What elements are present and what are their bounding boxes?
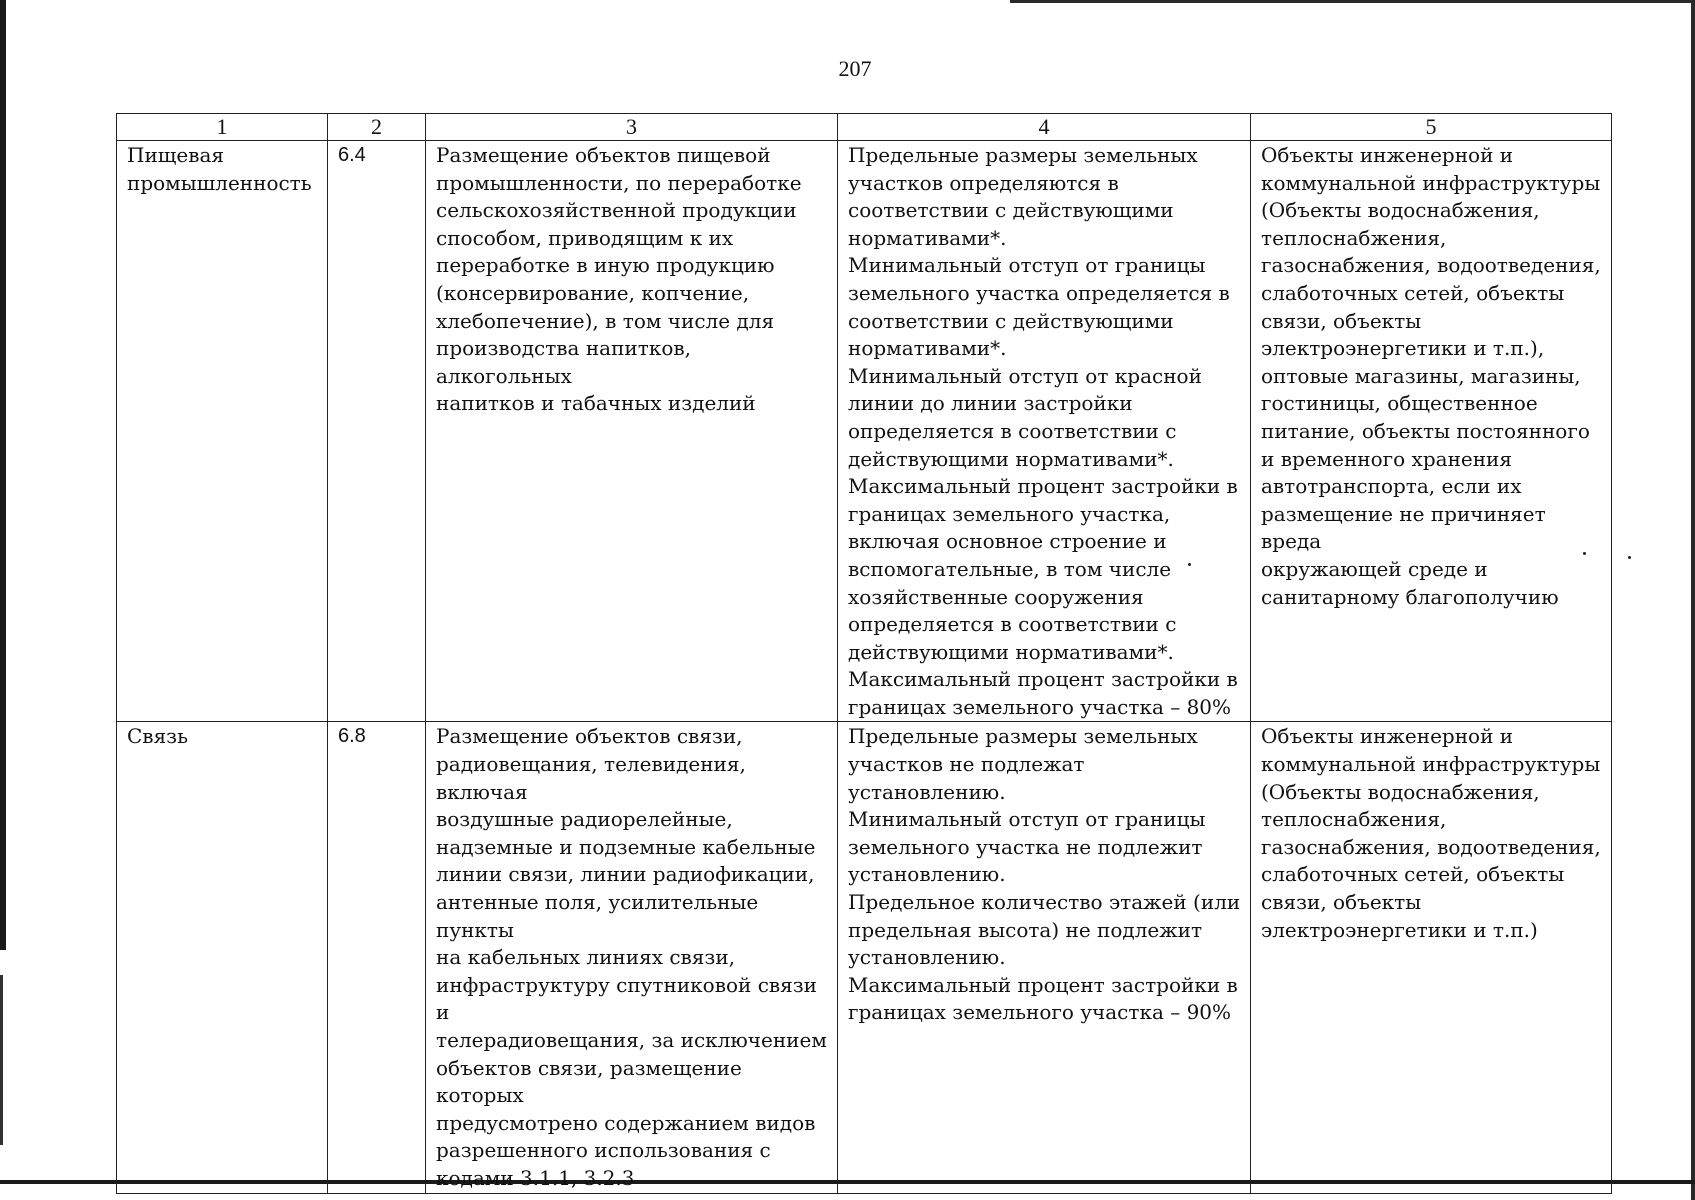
scan-edge-left xyxy=(0,0,6,950)
building-parameters: Предельные размеры земельных участков не подлежат установлению. Минимальный отступ от границы земельного участка не подлежит установлению. Предельное количество этажей (или предельная высота) не подлежит установлению. Максимальный процент застройки в границах земельного участка – 90% xyxy=(838,722,1251,1193)
use-type-code: 6.8 xyxy=(328,722,426,1193)
scan-edge-right xyxy=(1691,0,1695,1200)
table-row xyxy=(117,722,1612,1193)
table-header-row xyxy=(117,114,1612,141)
use-type-name: Пищевая промышленность xyxy=(117,141,328,722)
header-col-2: 2 xyxy=(328,114,426,141)
scan-speck xyxy=(1628,556,1631,559)
auxiliary-uses: Объекты инженерной и коммунальной инфраструктуры (Объекты водоснабжения, теплоснабжения, газоснабжения, водоотведения, слаботочных сетей, объекты связи, объекты электроэнергетики и т.п.) xyxy=(1251,722,1612,1193)
use-type-description: Размещение объектов пищевой промышленности, по переработке сельскохозяйственной продукции способом, приводящим к их переработке в иную продукцию (консервирование, копчение, хлебопечение), в том числе для производства напитков, алкогольных напитков и табачных изделий xyxy=(426,141,838,722)
use-type-code: 6.4 xyxy=(328,141,426,722)
scan-edge-top xyxy=(1010,0,1695,3)
scan-edge-left-lower xyxy=(0,975,3,1145)
use-type-name: Связь xyxy=(117,722,328,1193)
auxiliary-uses: Объекты инженерной и коммунальной инфраструктуры (Объекты водоснабжения, теплоснабжения, газоснабжения, водоотведения, слаботочных сетей, объекты связи, объекты электроэнергетики и т.п.), оптовые магазины, магазины, гостиницы, общественное питание, объекты постоянного и временного хранения автотранспорта, если их размещение не причиняет вреда окружающей среде и санитарному благополучию xyxy=(1251,141,1612,722)
header-col-1: 1 xyxy=(117,114,328,141)
page-number: 207 xyxy=(838,56,872,81)
zoning-table xyxy=(116,113,1612,1194)
header-col-3: 3 xyxy=(426,114,838,141)
table-row xyxy=(117,141,1612,722)
use-type-description: Размещение объектов связи, радиовещания, телевидения, включая воздушные радиорелейные, надземные и подземные кабельные линии связи, линии радиофикации, антенные поля, усилительные пункты на кабельных линиях связи, инфраструктуру спутниковой связи и телерадиовещания, за исключением объектов связи, размещение которых предусмотрено содержанием видов разрешенного использования с кодами 3.1.1, 3.2.3 xyxy=(426,722,838,1193)
building-parameters: Предельные размеры земельных участков определяются в соответствии с действующими нормативами*. Минимальный отступ от границы земельного участка определяется в соответствии с действующими нормативами*. Минимальный отступ от красной линии до линии застройки определяется в соответствии с действующими нормативами*. Максимальный процент застройки в границах земельного участка, включая основное строение и вспомогательные, в том числе хозяйственные сооружения определяется в соответствии с действующими нормативами*. Максимальный процент застройки в границах земельного участка – 80% xyxy=(838,141,1251,722)
header-col-4: 4 xyxy=(838,114,1251,141)
header-col-5: 5 xyxy=(1251,114,1612,141)
